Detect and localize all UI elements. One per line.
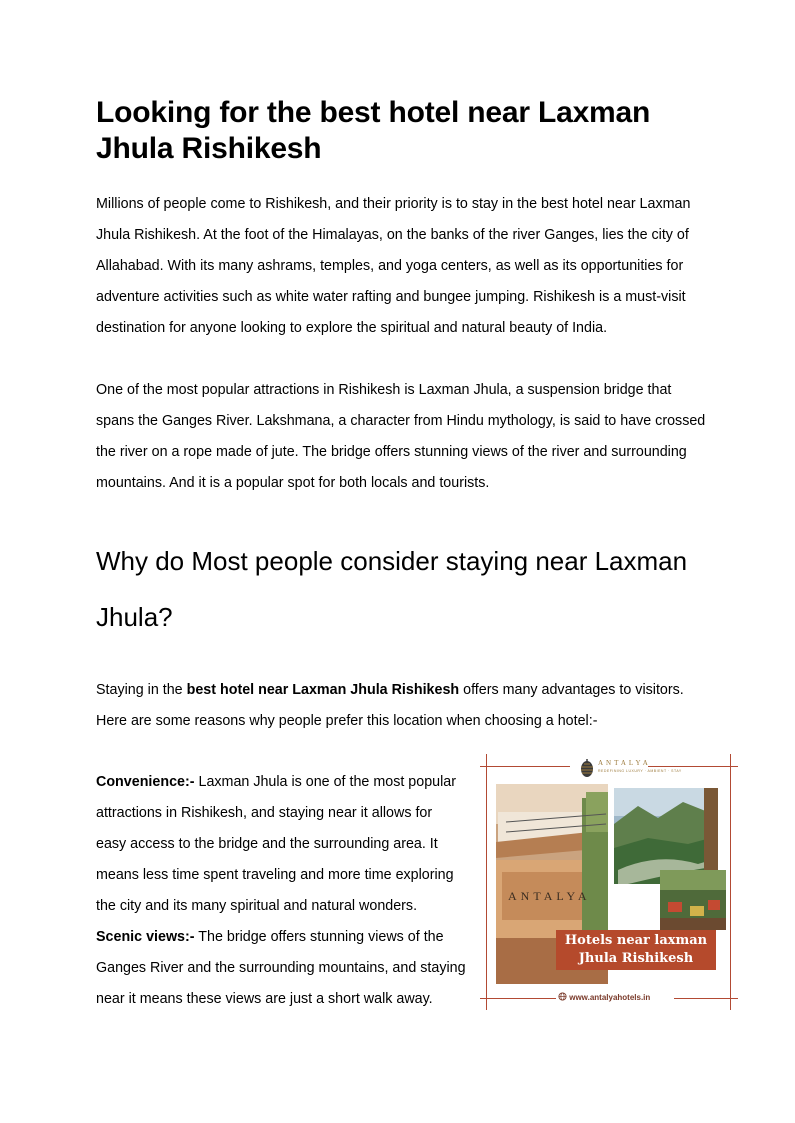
section-heading: Why do Most people consider staying near Laxman Jhula? [96,546,688,632]
intro-paragraph: Millions of people come to Rishikesh, and their priority is to stay in the best hotel near Laxman Jhula Rishikesh. At the foot of the Himalayas, on the banks of the river Ganges, lies the city of Allahabad. With its many ashrams, temples, and yoga centers, as well as its opportunities for adventure activities such as white water rafting and bungee jumping. Rishikesh is a must-visit destination for anyone looking to explore the spiritual and natural beauty of India. [96,196,691,336]
photo-collage [478,752,740,1012]
hotel-promo-image [478,752,740,1012]
promo-caption: Hotels near laxman Jhula Rishikesh [556,930,716,970]
outdoor-seating-photo [660,870,726,930]
river-valley-photo [614,788,718,884]
building-sign: ANTALYA [508,889,591,903]
reason-label-convenience: Convenience:- [96,774,195,790]
advantages-text-end: offers many advantages to visitors. Here are some reasons why people prefer this location when choosing a hotel:- [96,682,684,729]
advantages-paragraph [96,675,706,737]
advantages-text-start: Staying in the [96,682,187,698]
globe-icon [558,992,567,1001]
reason-text-convenience: Laxman Jhula is one of the most popular attractions in Rishikesh, and staying near it allows for easy access to the bridge and the surrounding area. It means less time spent traveling and more time exploring the city and its many spiritual and natural wonders. [96,774,456,914]
logo-wordmark: ANTALYA [598,759,651,767]
reason-label-scenic-views: Scenic views:- [96,929,195,945]
page-title: Looking for the best hotel near Laxman Jhula Rishikesh [96,96,651,165]
laxman-jhula-paragraph: One of the most popular attractions in Rishikesh is Laxman Jhula, a suspension bridge that spans the Ganges River. Lakshmana, a character from Hindu mythology, is said to have crossed the river on a rope made of jute. The bridge offers stunning views of the river and surrounding mountains. And it is a popular spot for both locals and tourists. [96,382,706,491]
advantages-keyword: best hotel near Laxman Jhula Rishikesh [186,682,460,698]
reasons-list [96,767,466,1015]
website-line [558,992,670,1002]
logo-tagline: REDEFINING LUXURY · AMBIENT · STAY [598,769,682,773]
reason-text-scenic-views: The bridge offers stunning views of the Ganges River and the surrounding mountains, and staying near it means these views are just a short walk away. [96,929,466,1007]
website-url: www.antalyahotels.in [569,993,651,1002]
